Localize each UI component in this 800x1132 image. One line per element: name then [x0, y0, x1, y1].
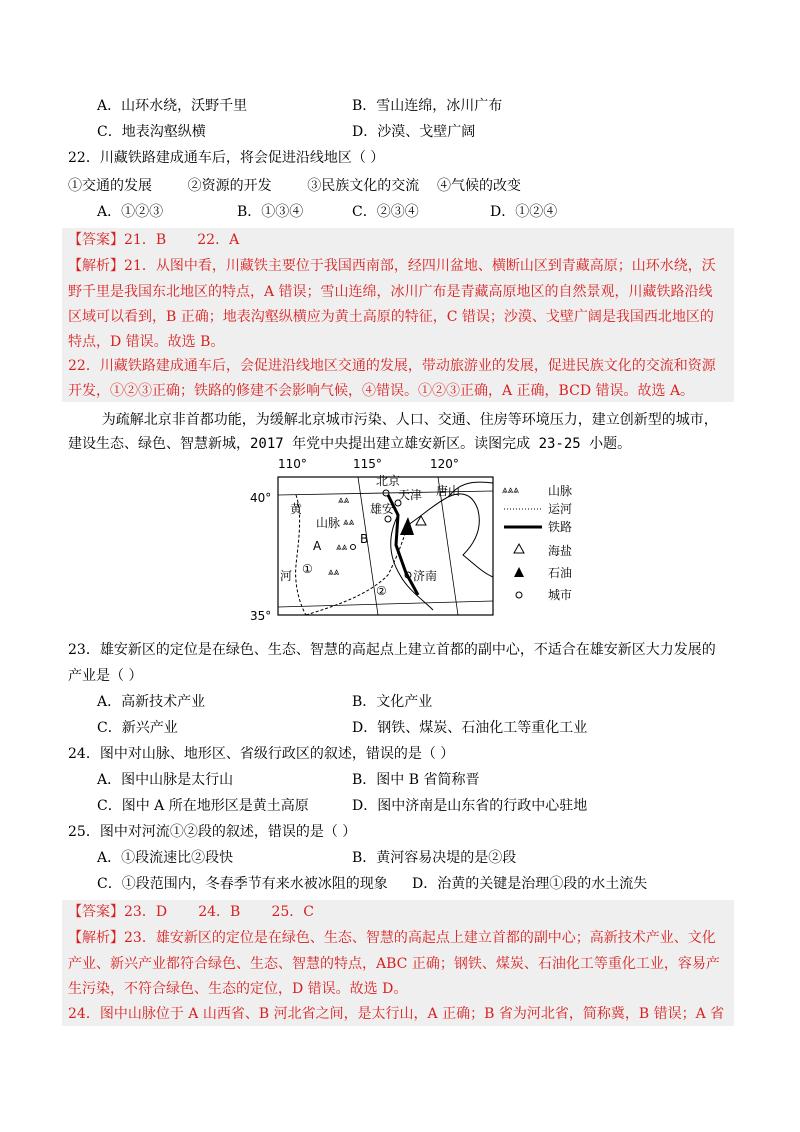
- explanation-2-line-3: 生污染，不符合绿色、生态的定位，D 错误。故选 D。: [68, 981, 408, 997]
- q24-option-b: B．图中 B 省简称晋: [352, 772, 480, 788]
- q22-option-c: C．②③④: [352, 204, 419, 220]
- he-label: 河: [280, 569, 293, 583]
- legend-city-label: 城市: [548, 588, 573, 602]
- q22-option-d: D．①②④: [490, 204, 558, 220]
- legend-railway-label: 铁路: [548, 520, 573, 534]
- q21-option-c: C．地表沟壑纵横: [97, 124, 206, 140]
- section-1-label: ①: [302, 562, 313, 576]
- legend-mountain-icon: ⩓⩓⩓: [502, 485, 519, 496]
- legend-mountain-label: 山脉: [548, 484, 573, 498]
- meridian-115: [358, 477, 378, 615]
- legend-oil-label: 石油: [548, 566, 573, 580]
- beijing-label: 北京: [376, 474, 401, 488]
- q21-option-b: B．雪山连绵，冰川广布: [352, 98, 503, 114]
- q21-option-d: D．沙漠、戈壁广阔: [352, 124, 476, 140]
- answer-line-1: 【答案】21．B 22．A: [68, 232, 240, 248]
- q23-stem-1: 23．雄安新区的定位是在绿色、生态、智慧的高起点上建立首都的副中心，不适合在雄安新区大力发展的: [68, 642, 716, 658]
- parallel-40: [278, 491, 493, 495]
- intro-line-2: 建设生态、绿色、智慧新城，2017 年党中央提出建立雄安新区。读图完成 23-25 小题。: [68, 436, 632, 452]
- tangshan-label: 唐山: [436, 484, 461, 498]
- q23-option-a: A．高新技术产业: [97, 694, 206, 710]
- explanation-1-line-5: 22．川藏铁路建成通车后，会促进沿线地区交通的发展，带动旅游业的发展，促进民族文化的交流和资源: [68, 358, 716, 374]
- q23-option-d: D．钢铁、煤炭、石油化工等重化工业: [352, 720, 588, 736]
- q23-option-c: C．新兴产业: [97, 720, 178, 736]
- explanation-1-line-2: 野千里是我国东北地区的特点，A 错误；雪山连绵，冰川广布是青藏高原地区的自然景观，川藏铁路沿线: [68, 284, 713, 300]
- answer-line-2: 【答案】23．D 24．B 25．C: [68, 904, 314, 920]
- q22-stem: 22．川藏铁路建成通车后，将会促进沿线地区（ ）: [68, 150, 385, 166]
- tianjin-label: 天津: [398, 488, 423, 502]
- explanation-1-line-3: 区域可以看到，B 正确；地表沟壑纵横应为黄土高原的特征，C 错误；沙漠、戈壁广阔是我国西北地区的: [68, 309, 714, 325]
- q24-option-a: A．图中山脉是太行山: [97, 772, 234, 788]
- lat-40-label: 40°: [250, 491, 272, 505]
- yellow-river-2: [306, 525, 408, 615]
- xiongan-label: 雄安: [370, 502, 395, 516]
- section-2-label: ②: [376, 584, 387, 598]
- q25-stem: 25．图中对河流①②段的叙述，错误的是（ ）: [68, 824, 357, 840]
- explanation-2-line-1: 【解析】23．雄安新区的定位是在绿色、生态、智慧的高起点上建立首都的副中心；高新技术产业、文化: [68, 930, 716, 946]
- explanation-1-line-6: 开发，①②③正确；铁路的修建不会影响气候，④错误。①②③正确，A 正确，BCD 错误。故选 A。: [68, 383, 695, 399]
- legend-oil-icon: [514, 567, 524, 577]
- q25-option-d: D．治黄的关键是治理①段的水土流失: [412, 876, 648, 892]
- lon-120-label: 120°: [430, 457, 459, 471]
- mountain-symbol-1: ⩓⩓: [338, 495, 350, 506]
- legend-salt-icon: [514, 544, 524, 553]
- point-a-label: A: [313, 539, 322, 553]
- mountain-label: 山脉: [316, 516, 341, 530]
- q22-option-b: B．①③④: [237, 204, 304, 220]
- q22-items: ①交通的发展 ②资源的开发 ③民族文化的交流 ④气候的改变: [68, 178, 522, 194]
- explanation-1-line-4: 特点，D 错误。故选 B。: [68, 334, 225, 350]
- q25-option-c: C．①段范围内，冬春季节有来水被冰阻的现象: [97, 876, 388, 892]
- explanation-2-line-2: 产业、新兴产业都符合绿色、生态、智慧的特点，ABC 正确；钢铁、煤炭、石油化工等重化工业，容易产: [68, 956, 720, 972]
- mountain-symbol-2: ⩓⩓: [343, 517, 355, 528]
- map-figure: [248, 455, 588, 625]
- lat-35-label: 35°: [250, 609, 272, 623]
- legend-salt-label: 海盐: [548, 544, 573, 558]
- q25-option-a: A．①段流速比②段快: [97, 850, 234, 866]
- parallel-35: [278, 601, 493, 607]
- mountain-symbol-4: ⩓⩓: [328, 567, 340, 578]
- intro-line-1: 为疏解北京非首都功能，为缓解北京城市污染、人口、交通、住房等环境压力，建立创新型的城市，: [68, 412, 718, 428]
- lon-110-label: 110°: [278, 457, 307, 471]
- q24-option-d: D．图中济南是山东省的行政中心驻地: [352, 798, 588, 814]
- oil-marker: [400, 517, 414, 535]
- q24-stem: 24．图中对山脉、地形区、省级行政区的叙述，错误的是（ ）: [68, 746, 455, 762]
- point-b-label: B: [360, 532, 369, 546]
- q23-stem-2: 产业是（ ）: [68, 668, 143, 684]
- explanation-2-line-4: 24．图中山脉位于 A 山西省、B 河北省之间，是太行山，A 正确；B 省为河北省，简称冀，B 错误；A 省: [68, 1006, 725, 1022]
- legend-canal-label: 运河: [548, 502, 573, 516]
- q25-option-b: B．黄河容易决堤的是②段: [352, 850, 517, 866]
- q23-option-b: B．文化产业: [352, 694, 433, 710]
- mountain-symbol-3: ⩓⩓: [336, 542, 348, 553]
- jinan-label: 济南: [413, 569, 438, 583]
- explanation-1-line-1: 【解析】21．从图中看，川藏铁主要位于我国西南部，经四川盆地、横断山区到青藏高原；山环水绕，沃: [68, 258, 716, 274]
- point-b-marker: [351, 545, 356, 550]
- q24-option-c: C．图中 A 所在地形区是黄土高原: [97, 798, 309, 814]
- legend-city-icon: [516, 592, 522, 598]
- q22-option-a: A．①②③: [97, 204, 164, 220]
- salt-marker: [416, 516, 426, 525]
- huang-label: 黄: [290, 502, 303, 516]
- lon-115-label: 115°: [353, 457, 382, 471]
- xiongan-marker: [385, 516, 391, 522]
- q21-option-a: A．山环水绕，沃野千里: [97, 98, 248, 114]
